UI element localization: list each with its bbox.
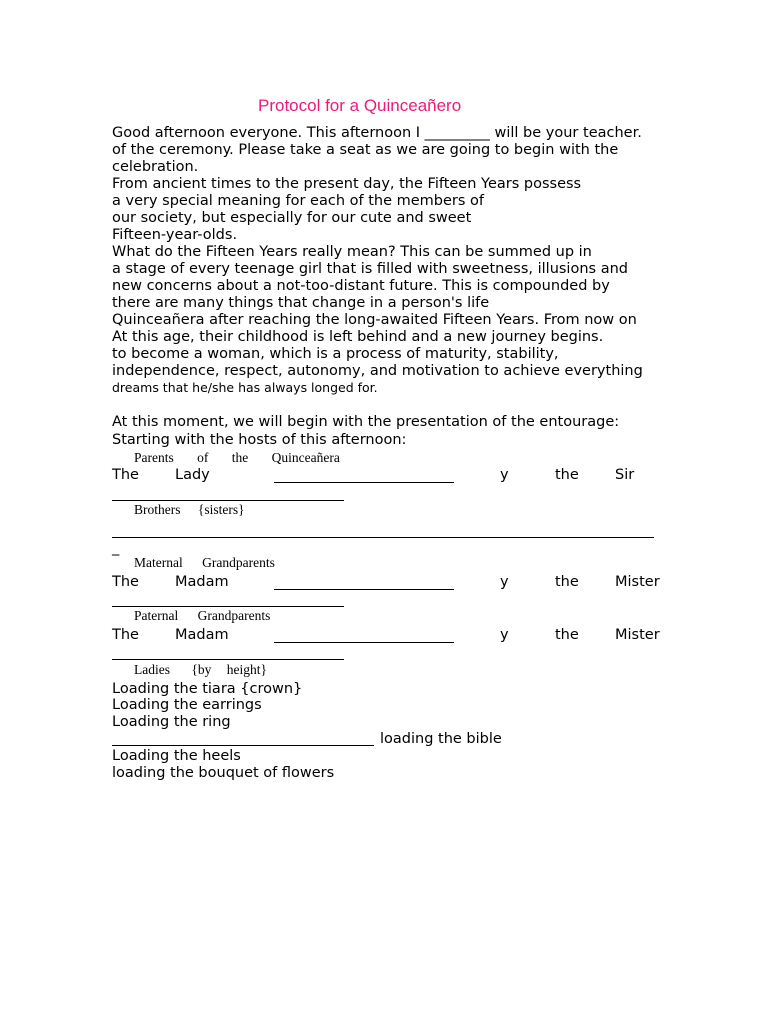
heading-word: Maternal [134,555,183,570]
heading-word: Parents [134,450,174,465]
paternal-madam-blank[interactable] [274,642,454,643]
row-word: y [500,574,509,590]
intro-line: From ancient times to the present day, the Fifteen Years possess [112,176,582,192]
intro-line: Fifteen-year-olds. [112,227,238,243]
row-word: the [555,574,579,590]
row-word: Lady [175,467,210,483]
intro-line: a very special meaning for each of the members of [112,193,485,209]
row-word: y [500,627,509,643]
paternal-row [112,627,672,645]
heading-word: {by [191,662,212,677]
brothers-blank-continuation: _ [112,540,120,556]
paternal-heading [134,608,270,624]
row-word: Sir [615,467,635,483]
intro-line: Good afternoon everyone. This afternoon I _________ will be your teacher. [112,125,642,141]
heading-word: Ladies [134,662,170,677]
heading-word: the [231,450,249,465]
row-word: The [112,574,139,590]
parents-heading [134,450,340,466]
document-title: Protocol for a Quinceañero [258,96,462,115]
row-word: y [500,467,509,483]
intro-last-line: dreams that he/she has always longed for. [112,380,378,395]
hosts-line: Starting with the hosts of this afternoon: [112,432,407,448]
heading-word: Grandparents [197,608,271,623]
parents-sir-blank[interactable] [112,500,344,501]
row-word: Madam [175,574,229,590]
heading-word: Grandparents [202,555,275,570]
row-word: The [112,467,139,483]
intro-line: of the ceremony. Please take a seat as we are going to begin with the [112,142,619,158]
brothers-heading [134,502,245,518]
intro-line: At this age, their childhood is left behind and a new journey begins. [112,329,604,345]
intro-line: Quinceañera after reaching the long-awaited Fifteen Years. From now on [112,312,637,328]
final-line: Loading the heels [112,748,241,764]
intro-line: to become a woman, which is a process of maturity, stability, [112,346,559,362]
parents-lady-blank[interactable] [274,482,454,483]
row-word: Madam [175,627,229,643]
intro-line: there are many things that change in a person's life [112,295,490,311]
brothers-blank[interactable] [112,537,654,538]
ladies-heading [134,662,267,678]
presentation-line: At this moment, we will begin with the presentation of the entourage: [112,414,620,430]
ring-bearer-blank[interactable] [112,745,374,746]
loading-line: Loading the ring [112,714,231,730]
row-word: the [555,627,579,643]
paternal-mister-blank[interactable] [112,659,344,660]
row-word: Mister [615,574,660,590]
heading-word: Paternal [134,608,179,623]
maternal-row [112,574,672,592]
intro-paragraph [112,125,712,395]
bible-line: loading the bible [380,731,502,747]
intro-line: new concerns about a not-too-distant future. This is compounded by [112,278,610,294]
maternal-mister-blank[interactable] [112,606,344,607]
maternal-heading [134,555,275,571]
intro-line: celebration. [112,159,199,175]
heading-word: {sisters} [197,502,245,517]
intro-line: a stage of every teenage girl that is filled with sweetness, illusions and [112,261,628,277]
row-word: the [555,467,579,483]
heading-word: Quinceañera [271,450,340,465]
heading-word: height} [226,662,267,677]
intro-line: independence, respect, autonomy, and motivation to achieve everything [112,363,643,379]
loading-line: Loading the tiara {crown} [112,681,303,697]
intro-line: What do the Fifteen Years really mean? This can be summed up in [112,244,592,260]
maternal-madam-blank[interactable] [274,589,454,590]
final-line: loading the bouquet of flowers [112,765,335,781]
intro-line: our society, but especially for our cute and sweet [112,210,472,226]
heading-word: of [197,450,209,465]
loading-line: Loading the earrings [112,697,262,713]
heading-word: Brothers [134,502,181,517]
parents-row [112,467,672,485]
row-word: The [112,627,139,643]
row-word: Mister [615,627,660,643]
